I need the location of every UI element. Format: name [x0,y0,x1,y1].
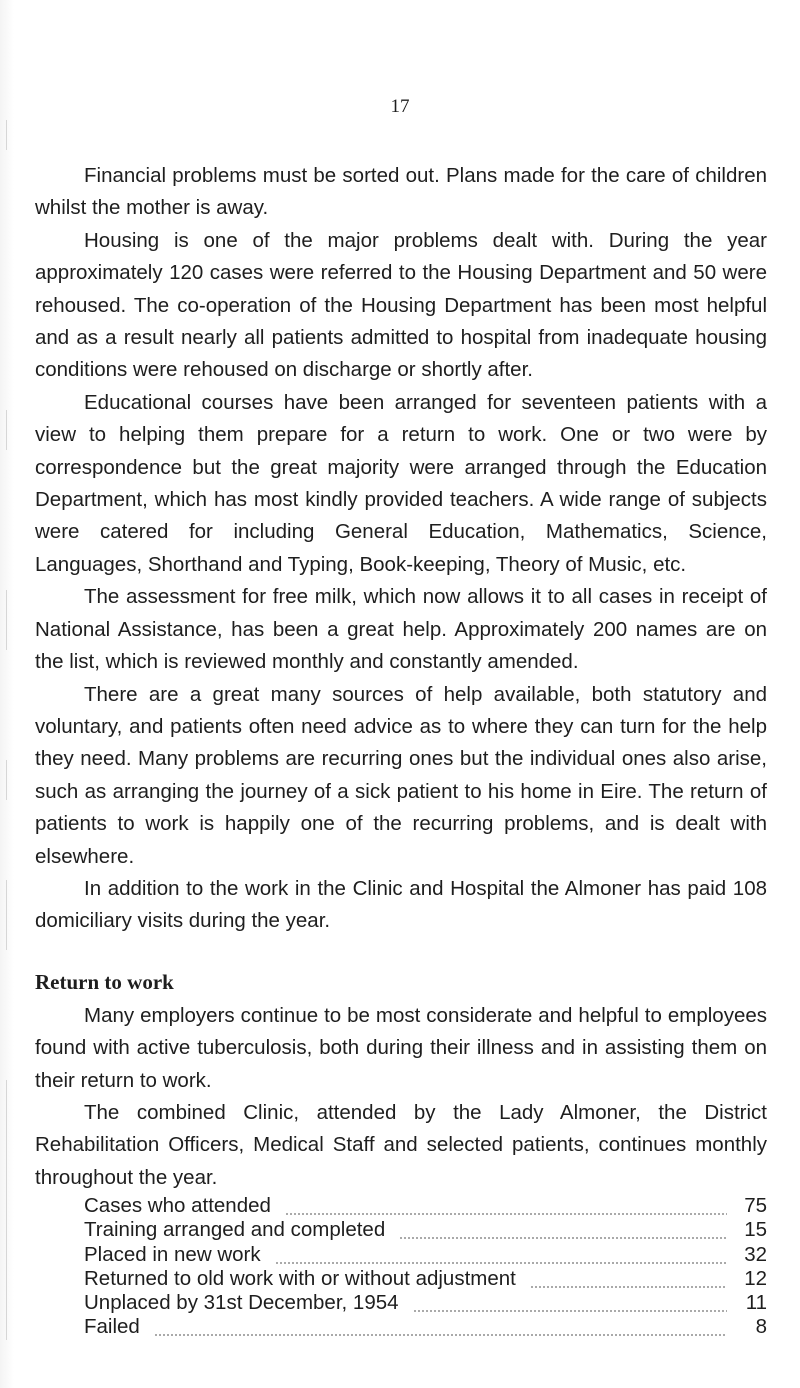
paragraph: There are a great many sources of help available, both statutory and voluntary, and patients often need advice as to where they can turn for the help they need. Many problems are recurring ones but the individual ones also arise, such as arranging the journey of a sick patient to his home in Eire. The return of patients to work is happily one of the recurring problems, and is dealt with elsewhere. [35,682,767,868]
binding-mark [6,760,7,800]
table-row [84,1267,767,1291]
paragraph: Many employers continue to be most considerate and helpful to employees found with active tuberculosis, both during their illness and in assisting them on their return to work. [35,1003,767,1092]
paragraph: Financial problems must be sorted out. Plans made for the care of children whilst the mother is away. [35,164,767,220]
binding-mark [6,880,7,950]
binding-mark [6,120,7,150]
paragraph: In addition to the work in the Clinic and Hospital the Almoner has paid 108 domiciliary visits during the year. [35,876,767,933]
table-row [84,1315,767,1339]
row-label: Cases who attended [84,1194,271,1218]
table-row [84,1243,767,1267]
table-row [84,1291,767,1315]
dot-leader [413,1309,727,1313]
row-value: 12 [744,1266,767,1290]
row-value: 75 [744,1194,767,1218]
row-value: 11 [745,1290,767,1314]
row-value: 8 [755,1315,767,1339]
binding-mark [6,1080,7,1340]
page-edge-shadow [0,0,14,1388]
row-value: 15 [744,1218,767,1242]
dot-leader [154,1333,727,1337]
paragraph: The assessment for free milk, which now allows it to all cases in receipt of National Assistance, has been a great help. Approximately 200 names are on the list, which is reviewed monthly and constantly amended. [35,585,767,674]
page-number: 17 [390,96,410,117]
document-body [35,160,767,1339]
statistics-table [35,1194,767,1339]
binding-mark [6,410,7,450]
paragraph: Educational courses have been arranged for seventeen patients with a view to helping them prepare for a return to work. One or two were by correspondence but the great majority were arranged through the Education Department, which has most kindly provided teachers. A wide range of subjects were catered for including General Education, Mathematics, Science, Languages, Shorthand and Typing, Book-keeping, Theory of Music, etc. [35,390,767,576]
row-label: Returned to old work with or without adjustment [84,1266,516,1290]
dot-leader [399,1236,727,1240]
row-label: Placed in new work [84,1242,261,1266]
table-row [84,1194,767,1218]
row-value: 32 [744,1242,767,1266]
dot-leader [275,1261,727,1265]
section-heading: Return to work [35,969,174,994]
dot-leader [530,1285,727,1289]
dot-leader [285,1212,727,1216]
row-label: Training arranged and completed [84,1218,386,1242]
paragraph: Housing is one of the major problems dealt with. During the year approximately 120 cases were referred to the Housing Department and 50 were rehoused. The co-operation of the Housing Department has been most helpful and as a result nearly all patients admitted to hospital from inadequate housing conditions were rehoused on discharge or shortly after. [35,228,767,382]
binding-mark [6,590,7,650]
row-label: Unplaced by 31st December, 1954 [84,1290,399,1314]
row-label: Failed [84,1315,140,1339]
table-row [84,1218,767,1242]
paragraph: The combined Clinic, attended by the Lady Almoner, the District Rehabilitation Officers, Medical Staff and selected patients, continues monthly throughout the year. [35,1100,767,1189]
